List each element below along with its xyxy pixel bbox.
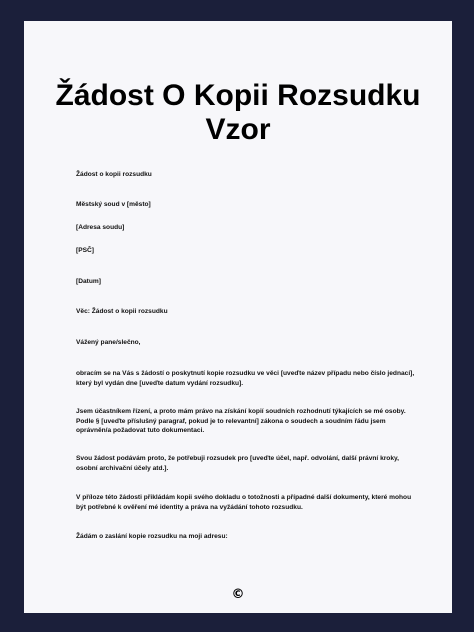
date: [Datum] [76,278,101,285]
letter-heading: Žádost o kopii rozsudku [76,171,152,178]
document-title-line-2: Vzor [205,113,271,146]
document-title-line-1: Žádost O Kopii Rozsudku [55,79,421,112]
postal-code: [PSČ] [76,247,94,254]
paragraph-address-request: Žádám o zaslání kopie rozsudku na moji adresu: [76,533,228,540]
paragraph-attachment: V příloze této žádosti přikládám kopii svého dokladu o totožnosti a případné další dokumenty, které mohou být potřebné k ověření mé identity a práva na vyžádání tohoto rozsudku. [76,494,412,511]
court-name: Městský soud v [město] [76,201,151,208]
copyright-icon: © [231,587,245,602]
subject-line: Věc: Žádost o kopii rozsudku [76,308,168,315]
paragraph-purpose: Svou žádost podávám proto, že potřebuji rozsudek pro [uveďte účel, např. odvolání, další právní kroky, osobní archivační účely atd.]. [76,455,400,472]
paragraph-request: obracím se na Vás s žádostí o poskytnutí kopie rozsudku ve věci [uveďte název případu nebo číslo jednací], který byl vydán dne [uveďte datum vydání rozsudku]. [76,370,415,387]
court-address: [Adresa soudu] [76,224,125,231]
paragraph-entitlement: Jsem účastníkem řízení, a proto mám právo na získání kopií soudních rozhodnutí týkajících se mé osoby. Podle § [uveďte příslušný paragraf, pokud je to relevantní] zákona o soudech a soudním řádu jsem oprávněn/a požadovat tuto dokumentaci. [76,408,406,434]
document-title [24,79,452,147]
salutation: Vážený pane/slečno, [76,339,141,346]
document-page [24,21,452,613]
